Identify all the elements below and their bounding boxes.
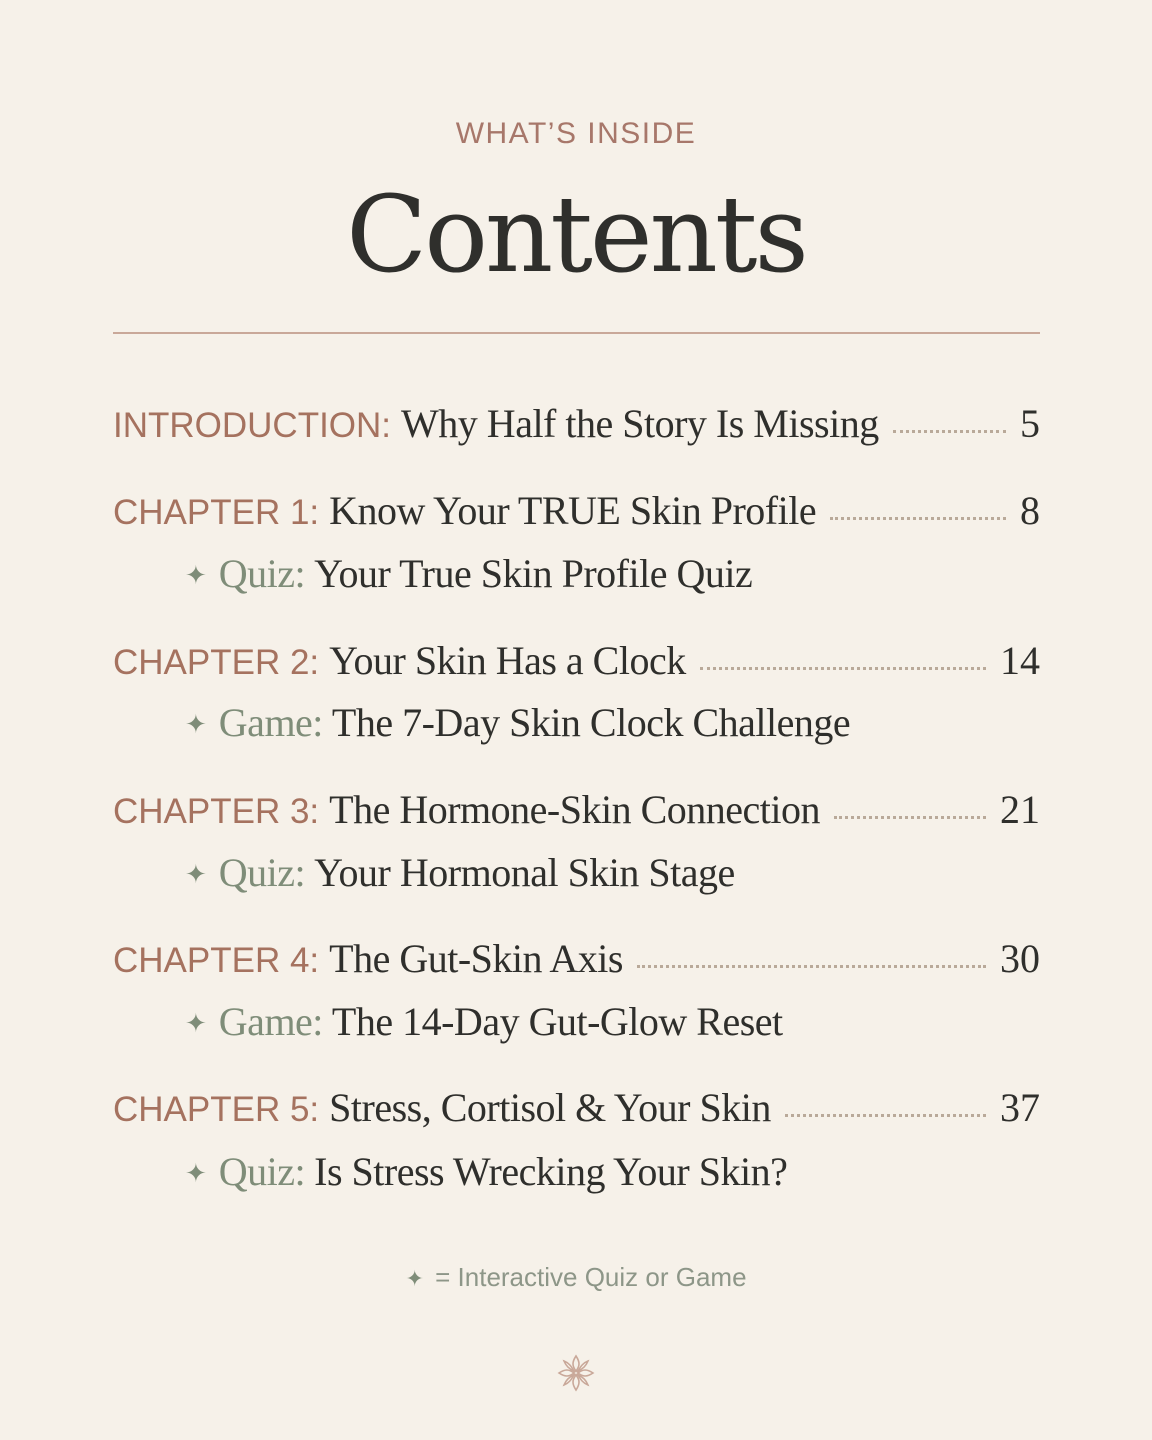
- toc-entry-title: The Hormone-Skin Connection: [329, 787, 821, 832]
- toc-entry-chapter-1[interactable]: [113, 487, 1040, 541]
- toc-entry-title: Why Half the Story Is Missing: [401, 401, 879, 446]
- toc-subentry-chapter-5[interactable]: [185, 1148, 787, 1202]
- toc-entry-label: CHAPTER 5:: [113, 1090, 320, 1129]
- toc-entry-page: 14: [1000, 638, 1040, 683]
- toc-entry-title: Your Skin Has a Clock: [329, 638, 686, 683]
- toc-subentry-label: Quiz:: [218, 1149, 306, 1194]
- dot-leader: [785, 1113, 986, 1117]
- toc-subentry-label: Game:: [218, 700, 323, 745]
- toc-subentry-label: Quiz:: [218, 850, 306, 895]
- title-divider: [113, 332, 1040, 334]
- toc-entry-label: CHAPTER 3:: [113, 792, 320, 831]
- toc-entry-title: Stress, Cortisol & Your Skin: [329, 1085, 771, 1130]
- toc-entry-chapter-5[interactable]: [113, 1084, 1040, 1138]
- legend-text: = Interactive Quiz or Game: [435, 1262, 747, 1292]
- star-icon: ✦: [185, 1159, 207, 1189]
- toc-entry-title: Know Your TRUE Skin Profile: [329, 488, 817, 533]
- toc-subentry-title: The 7-Day Skin Clock Challenge: [331, 700, 851, 745]
- section-kicker: WHAT’S INSIDE: [455, 117, 697, 150]
- star-icon: ✦: [185, 860, 207, 890]
- star-icon: ✦: [185, 561, 207, 591]
- toc-subentry-label: Game:: [218, 999, 323, 1044]
- toc-entry-page: 21: [1000, 787, 1040, 832]
- toc-subentry-title: Your Hormonal Skin Stage: [314, 850, 735, 895]
- toc-entry-title: The Gut-Skin Axis: [329, 936, 623, 981]
- toc-entry-label: CHAPTER 1:: [113, 493, 320, 532]
- toc-entry-label: CHAPTER 2:: [113, 643, 320, 682]
- toc-subentry-chapter-4[interactable]: [185, 998, 783, 1052]
- toc-entry-chapter-4[interactable]: [113, 935, 1040, 989]
- star-icon: ✦: [185, 710, 207, 740]
- page-title: Contents: [346, 173, 806, 296]
- toc-subentry-title: Your True Skin Profile Quiz: [314, 551, 753, 596]
- dot-leader: [834, 815, 986, 819]
- toc-entry-page: 8: [1020, 488, 1040, 533]
- toc-entry-page: 30: [1000, 936, 1040, 981]
- toc-entry-page: 37: [1000, 1085, 1040, 1130]
- dot-leader: [893, 429, 1006, 433]
- toc-entry-chapter-3[interactable]: [113, 786, 1040, 840]
- toc-subentry-chapter-3[interactable]: [185, 849, 735, 903]
- dot-leader: [637, 964, 986, 968]
- toc-subentry-title: Is Stress Wrecking Your Skin?: [314, 1149, 788, 1194]
- dot-leader: [830, 516, 1006, 520]
- star-icon: ✦: [185, 1009, 207, 1039]
- dot-leader: [700, 666, 986, 670]
- toc-entry-chapter-2[interactable]: [113, 637, 1040, 691]
- legend: [0, 1262, 1152, 1293]
- toc-entry-label: CHAPTER 4:: [113, 941, 320, 980]
- toc-entry-page: 5: [1020, 401, 1040, 446]
- toc-subentry-chapter-2[interactable]: [185, 699, 850, 753]
- toc-entry-label: INTRODUCTION:: [113, 406, 392, 445]
- toc-subentry-title: The 14-Day Gut-Glow Reset: [331, 999, 783, 1044]
- toc-subentry-label: Quiz:: [218, 551, 306, 596]
- star-icon: ✦: [405, 1267, 424, 1292]
- toc-subentry-chapter-1[interactable]: [185, 550, 752, 604]
- toc-entry-introduction[interactable]: [113, 400, 1040, 454]
- floral-ornament-icon: [555, 1352, 597, 1394]
